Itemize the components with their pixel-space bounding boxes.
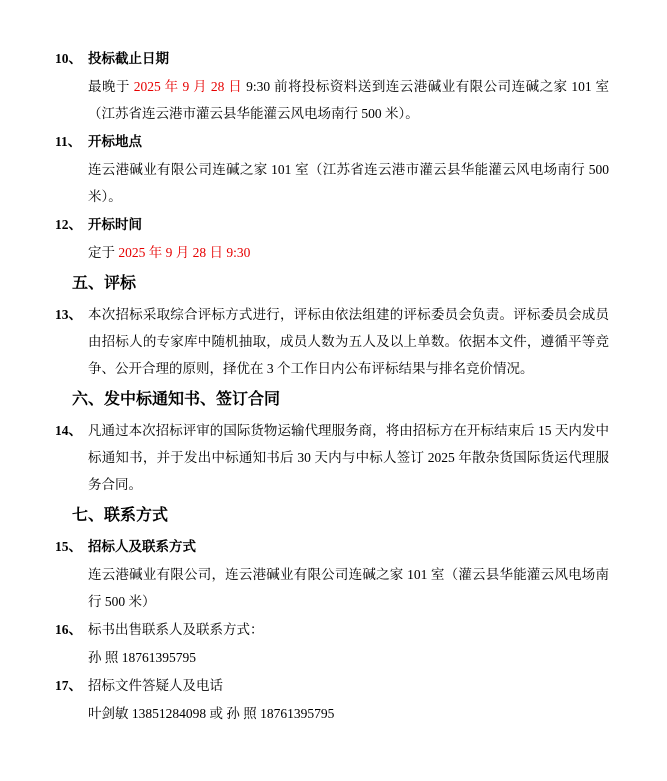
section-heading: 五、评标 (72, 275, 137, 292)
text-segment: 投标截止日期 (88, 51, 169, 66)
item-heading (55, 128, 609, 155)
item-number: 15、 (55, 539, 82, 554)
item-para (55, 239, 609, 266)
item-text (88, 245, 250, 260)
text-segment: 连云港碱业有限公司，连云港碱业有限公司连碱之家 101 室（灌云县华能灌云风电场南行 500 米） (88, 567, 609, 609)
item-text (88, 307, 609, 376)
item-text (88, 678, 223, 693)
item-text (88, 423, 609, 492)
text-segment: 连云港碱业有限公司连碱之家 101 室（江苏省连云港市灌云县华能灌云风电场南行 500 米）。 (88, 162, 609, 204)
item-number: 17、 (55, 678, 82, 693)
text-segment: 最晚于 (88, 79, 134, 94)
text-segment: 孙 照 18761395795 (88, 650, 196, 665)
item-number: 14、 (55, 423, 82, 438)
item-heading-plain (55, 616, 609, 643)
text-segment: 招标人及联系方式 (88, 539, 196, 554)
text-segment: 本次招标采取综合评标方式进行，评标由依法组建的评标委员会负责。评标委员会成员由招标人的专家库中随机抽取，成员人数为五人及以上单数。依据本文件，遵循平等竞争、公开合理的原则，择优在 3 个工作日内公布评标结果与排名竞价情况。 (88, 307, 609, 376)
item-text (88, 162, 609, 204)
item-number: 13、 (55, 307, 82, 322)
item-number: 11、 (55, 134, 82, 149)
item-number: 12、 (55, 217, 82, 232)
highlighted-date-text: 2025 年 9 月 28 日 9:30 (118, 245, 251, 260)
text-segment: 凡通过本次招标评审的国际货物运输代理服务商，将由招标方在开标结束后 15 天内发中标通知书，并于发出中标通知书后 30 天内与中标人签订 2025 年散杂货国际货运代理服务合同。 (88, 423, 609, 492)
text-segment: 定于 (88, 245, 119, 260)
item-para (55, 156, 609, 210)
item-para (55, 700, 609, 727)
item-text (88, 79, 609, 121)
item-heading (55, 533, 609, 560)
item-text (88, 539, 196, 554)
item-text (88, 217, 142, 232)
text-segment: 开标时间 (88, 217, 142, 232)
item-text (88, 567, 609, 609)
item-number: 16、 (55, 622, 82, 637)
item-text (88, 706, 334, 721)
document-body (55, 45, 609, 727)
item-para (55, 73, 609, 127)
item-number: 10、 (55, 51, 82, 66)
item-para (55, 644, 609, 671)
section-heading: 六、发中标通知书、签订合同 (72, 391, 281, 408)
item-heading (55, 211, 609, 238)
item-text (88, 622, 264, 637)
text-segment: 招标文件答疑人及电话 (88, 678, 223, 693)
numbered-para (55, 417, 609, 498)
item-heading (55, 45, 609, 72)
item-text (88, 51, 169, 66)
highlighted-date-text: 2025 年 9 月 28 日 (133, 79, 243, 94)
item-text (88, 134, 142, 149)
section-heading: 七、联系方式 (72, 507, 169, 524)
item-para (55, 561, 609, 615)
text-segment: 开标地点 (88, 134, 142, 149)
item-text (88, 650, 196, 665)
item-heading-plain (55, 672, 609, 699)
text-segment: 标书出售联系人及联系方式： (88, 622, 264, 637)
text-segment: 9:30 前将投标资料送到连云港碱业有限公司连碱之家 101 室（江苏省连云港市灌云县华能灌云风电场南行 500 米）。 (88, 79, 609, 121)
numbered-para (55, 301, 609, 382)
text-segment: 叶剑敏 13851284098 或 孙 照 18761395795 (88, 706, 335, 721)
